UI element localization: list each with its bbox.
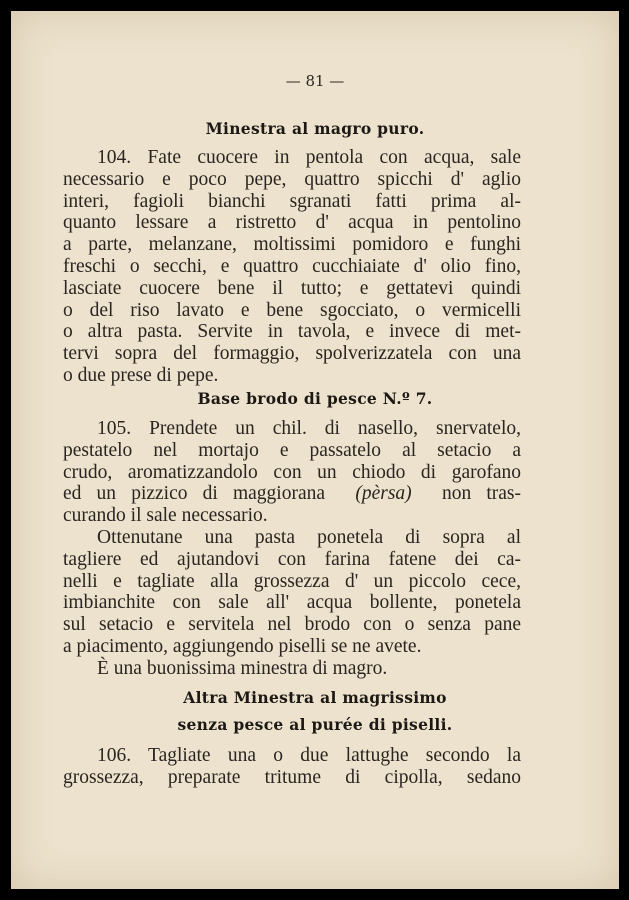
italic-word: (pèrsa) <box>355 483 412 505</box>
text-line: sul setacio e servitela nel brodo con o senza pane <box>63 614 521 636</box>
book-page <box>11 11 619 889</box>
text-line-with-italic <box>63 483 521 505</box>
text-line: quanto lessare a ristretto d' acqua in pentolino <box>63 212 521 234</box>
text-line: o del riso lavato e bene sgocciato, o vermicelli <box>63 299 521 321</box>
page-number: — 81 — <box>285 72 345 90</box>
text-fragment: ed un pizzico di maggiorana <box>63 483 326 505</box>
text-line: tervi sopra del formaggio, spolverizzatela con una <box>63 343 521 365</box>
text-line: pestatelo nel mortajo e passatelo al setacio a <box>63 439 521 461</box>
text-line: imbianchite con sale all' acqua bollente, ponetela <box>63 592 521 614</box>
recipe-body-105 <box>63 418 521 680</box>
text-line: nelli e tagliate alla grossezza d' un piccolo cece, <box>63 570 521 592</box>
text-line: 104. Fate cuocere in pentola con acqua, sale <box>97 147 521 168</box>
text-line: 106. Tagliate una o due lattughe secondo la <box>97 745 521 766</box>
recipe-title-104: Minestra al magro puro. <box>205 119 425 138</box>
text-line: crudo, aromatizzandolo con un chiodo di garofano <box>63 461 521 483</box>
text-line: grossezza, preparate tritume di cipolla, sedano <box>63 766 521 788</box>
text-line: o due prese di pepe. <box>63 364 219 386</box>
text-line: lasciate cuocere bene il tutto; e gettatevi quindi <box>63 277 521 299</box>
recipe-title-106-line2: senza pesce al purée di piselli. <box>177 715 453 734</box>
recipe-body-104 <box>63 147 521 387</box>
text-line: o altra pasta. Servite in tavola, e invece di met- <box>63 321 521 343</box>
text-line: curando il sale necessario. <box>63 505 268 527</box>
text-fragment: non tras- <box>441 483 522 505</box>
text-line: È una buonissima minestra di magro. <box>97 657 388 679</box>
recipe-title-106-line1: Altra Minestra al magrissimo <box>183 688 447 707</box>
text-line: necessario e poco pepe, quattro spicchi d' aglio <box>63 168 521 190</box>
text-line: freschi o secchi, e quattro cucchiaiate d' olio fino, <box>63 255 521 277</box>
text-line: tagliere ed ajutandovi con farina fatene dei ca- <box>63 548 521 570</box>
text-line: a piacimento, aggiungendo piselli se ne avete. <box>63 635 422 657</box>
text-line: Ottenutane una pasta ponetela di sopra al <box>97 526 521 548</box>
recipe-title-105: Base brodo di pesce N.º 7. <box>197 389 433 408</box>
recipe-body-106 <box>63 745 521 789</box>
text-line: 105. Prendete un chil. di nasello, snervatelo, <box>97 418 521 439</box>
text-line: a parte, melanzane, moltissimi pomidoro e funghi <box>63 234 521 256</box>
text-line: interi, fagioli bianchi sgranati fatti prima al- <box>63 190 521 212</box>
